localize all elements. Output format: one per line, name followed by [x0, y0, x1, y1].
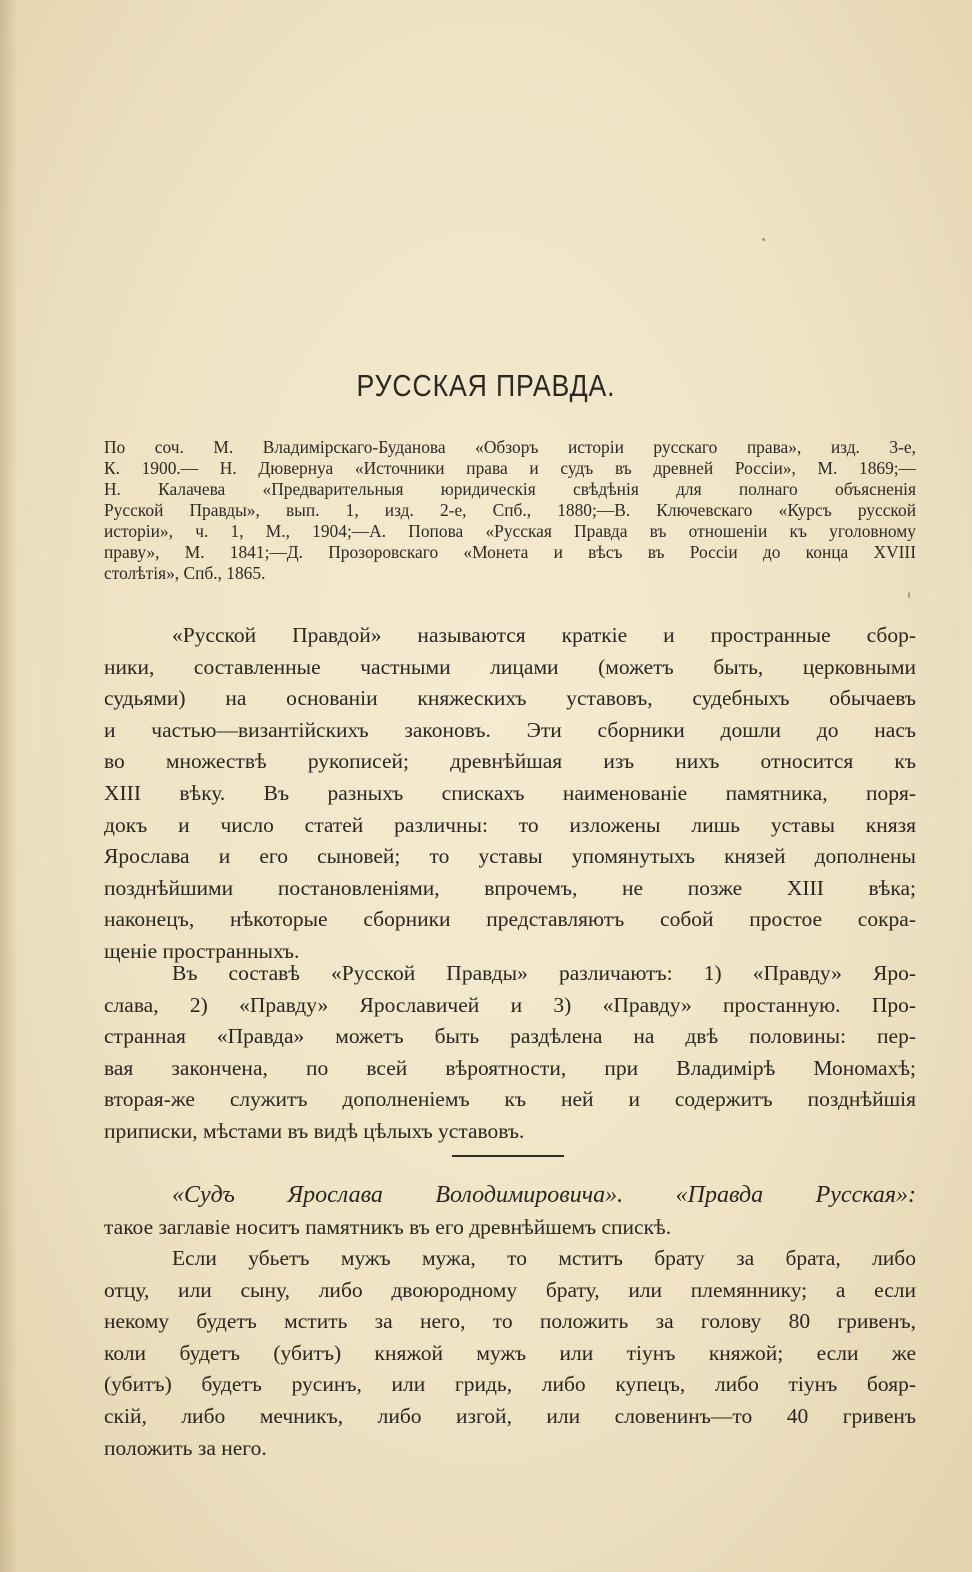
paragraph-intro — [104, 620, 916, 968]
text-line: Ярослава и его сыновей; то уставы упомянутыхъ князей дополнены — [104, 844, 916, 869]
sources-line: праву», М. 1841;—Д. Прозоровскаго «Монета и вѣсъ въ Россіи до конца XVIII — [104, 542, 916, 562]
text-line: XIII вѣку. Въ разныхъ спискахъ наименованіе памятника, поря- — [104, 780, 916, 805]
section-header — [104, 1180, 916, 1243]
text-line: некому будетъ мстить за него, то положить за голову 80 гривенъ, — [104, 1309, 916, 1334]
section-subheading: такое заглавіе носитъ памятникъ въ его древнѣйшемъ спискѣ. — [104, 1214, 672, 1239]
text-line: странная «Правда» можетъ быть раздѣлена на двѣ половины: пер- — [104, 1024, 916, 1049]
paragraph-composition — [104, 958, 916, 1148]
text-line: (убитъ) будетъ русинъ, или гридь, либо купецъ, либо тіунъ бояр- — [104, 1372, 916, 1397]
text-line: приписки, мѣстами въ видѣ цѣлыхъ уставовъ. — [104, 1118, 525, 1143]
text-line: вторая-же служитъ дополненіемъ къ ней и содержитъ позднѣйшія — [104, 1087, 916, 1112]
text-line: наконецъ, нѣкоторые сборники представляютъ собой простое сокра- — [104, 907, 916, 932]
text-line: слава, 2) «Правду» Ярославичей и 3) «Правду» простанную. Про- — [104, 992, 916, 1017]
sources-line: По соч. М. Владимірскаго-Буданова «Обзоръ исторіи русскаго права», изд. 3-е, — [104, 437, 916, 457]
section-divider — [452, 1155, 564, 1157]
text-line: положить за него. — [104, 1435, 267, 1460]
text-line: позднѣйшими постановленіями, впрочемъ, не позже XIII вѣка; — [104, 875, 916, 900]
text-line: вая закончена, по всей вѣроятности, при Владимірѣ Мономахѣ; — [104, 1055, 916, 1080]
text-line: отцу, или сыну, либо двоюродному брату, или племяннику; а если — [104, 1277, 916, 1302]
text-line: во множествѣ рукописей; древнѣйшая изъ нихъ относится къ — [104, 749, 916, 774]
text-line: судьями) на основаніи княжескихъ уставовъ, судебныхъ обычаевъ — [104, 686, 916, 711]
sources-note — [104, 437, 916, 584]
sources-line: Русской Правды», вып. 1, изд. 2-е, Спб., 1880;—В. Ключевскаго «Курсъ русской — [104, 500, 916, 520]
paper-speck — [762, 238, 765, 241]
sources-line: столѣтія», Спб., 1865. — [104, 563, 266, 583]
page-edge-shadow — [0, 0, 18, 1572]
text-line: щеніе пространныхъ. — [104, 938, 300, 963]
text-line: и частью—византійскихъ законовъ. Эти сборники дошли до насъ — [104, 717, 916, 742]
paper-speck — [908, 592, 910, 598]
text-line: Если убьетъ мужъ мужа, то мститъ брату за брата, либо — [172, 1246, 916, 1270]
text-line: Въ составѣ «Русской Правды» различаютъ: 1) «Правду» Яро- — [172, 961, 916, 985]
text-line: «Русской Правдой» называются краткіе и пространные сбор- — [172, 623, 916, 647]
text-line: ники, составленные частными лицами (можетъ быть, церковными — [104, 654, 916, 679]
sources-line: Н. Калачева «Предварительныя юридическія свѣдѣнія для полнаго объясненія — [104, 479, 916, 499]
page-title: РУССКАЯ ПРАВДА. — [356, 368, 616, 403]
paragraph-article-1 — [104, 1243, 916, 1464]
text-line: докъ и число статей различны: то изложены лишь уставы князя — [104, 812, 916, 837]
text-line: коли будетъ (убитъ) княжой мужъ или тіунъ княжой; если же — [104, 1340, 916, 1365]
sources-line: К. 1900.— Н. Дювернуа «Источники права и судъ въ древней Россіи», М. 1869;— — [104, 458, 916, 478]
text-line: скій, либо мечникъ, либо изгой, или словенинъ—то 40 гривенъ — [104, 1403, 916, 1428]
section-heading: «Судъ Ярослава Володимировича». «Правда Русская»: — [172, 1182, 916, 1208]
sources-line: исторіи», ч. 1, М., 1904;—А. Попова «Русская Правда въ отношеніи къ уголовному — [104, 521, 916, 541]
